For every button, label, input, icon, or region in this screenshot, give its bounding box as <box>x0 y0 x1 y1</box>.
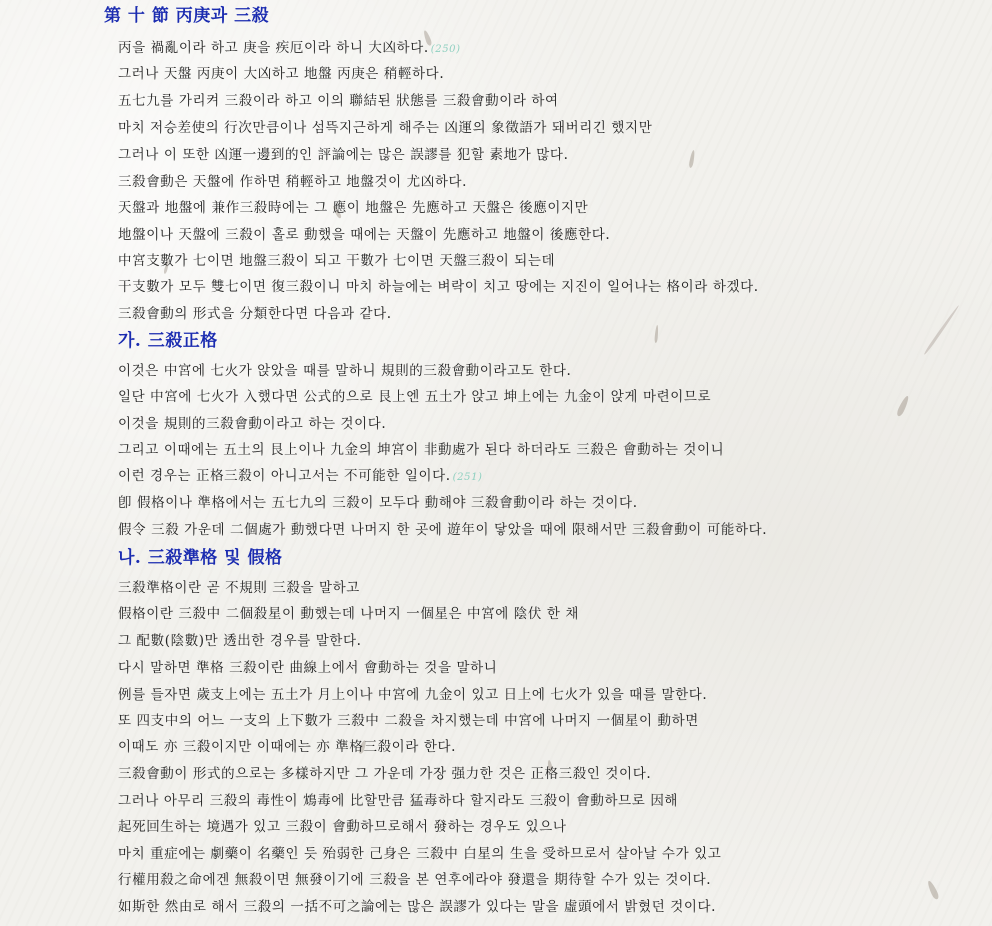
text-line: 天盤과 地盤에 兼作三殺時에는 그 應이 地盤은 先應하고 天盤은 後應이지만 <box>118 200 589 216</box>
text-line: 行權用殺之命에겐 無殺이면 無發이기에 三殺을 본 연후에라야 發還을 期待할 수가 있는 것이다. <box>118 872 712 888</box>
text-line: 三殺會動의 形式을 分類한다면 다음과 같다. <box>118 306 392 322</box>
text-line: 干支數가 모두 雙七이면 復三殺이니 마치 하늘에는 벼락이 치고 땅에는 지진이 일어나는 格이라 하겠다. <box>118 279 759 295</box>
section-heading-2: 가. 三殺正格 <box>118 331 218 351</box>
text-line: 假格이란 三殺中 二個殺星이 動했는데 나머지 一個星은 中宮에 陰伏 한 채 <box>118 606 580 622</box>
text-line: 假令 三殺 가운데 二個處가 動했다면 나머지 한 곳에 遊年이 닿았을 때에 限해서만 三殺會動이 可能하다. <box>118 522 768 538</box>
text-line: 丙을 禍亂이라 하고 庚을 疾厄이라 하니 大凶하다. (250) <box>118 40 461 56</box>
text-line: 起死回生하는 境遇가 있고 三殺이 會動하므로해서 發하는 경우도 있으나 <box>118 819 567 835</box>
text-line: 일단 中宮에 七火가 入했다면 公式的으로 艮上엔 五土가 앉고 坤上에는 九金이 앉게 마련이므로 <box>118 389 712 405</box>
text-line: 이때도 亦 三殺이지만 이때에는 亦 準格三殺이라 한다. <box>118 739 457 755</box>
text-line: 그러나 아무리 三殺의 毒性이 鴆毒에 比할만큼 猛毒하다 할지라도 三殺이 會動하므로 因해 <box>118 793 679 809</box>
text-line: 地盤이나 天盤에 三殺이 홀로 動했을 때에는 天盤이 先應하고 地盤이 後應한다. <box>118 227 611 243</box>
text-line: 卽 假格이나 準格에서는 五七九의 三殺이 모두다 動해야 三殺會動이라 하는 것이다. <box>118 495 638 511</box>
text-line: 그러나 天盤 丙庚이 大凶하고 地盤 丙庚은 稍輕하다. <box>118 66 445 82</box>
text-line: 마치 重症에는 劇藥이 名藥인 듯 殆弱한 己身은 三殺中 白星의 生을 受하므로서 살아날 수가 있고 <box>118 846 722 862</box>
text-line: 그 配數(陰數)만 透出한 경우를 말한다. <box>118 633 362 649</box>
text-line: 마치 저승差使의 行次만큼이나 섬뜩지근하게 해주는 凶運의 象徵語가 돼버리긴 했지만 <box>118 120 653 136</box>
text-line: 三殺會動이 形式的으로는 多樣하지만 그 가운데 가장 强力한 것은 正格三殺인 것이다. <box>118 766 652 782</box>
section-heading-1: 第 十 節 丙庚과 三殺 <box>104 6 270 26</box>
text-line: 三殺會動은 天盤에 作하면 稍輕하고 地盤것이 尤凶하다. <box>118 174 468 190</box>
text-line: 그리고 이때에는 五土의 艮上이나 九金의 坤宮이 非動處가 된다 하더라도 三殺은 會動하는 것이니 <box>118 442 725 458</box>
text-line: 다시 말하면 準格 三殺이란 曲線上에서 會動하는 것을 말하니 <box>118 660 498 676</box>
text-line: 이런 경우는 正格三殺이 아니고서는 不可能한 일이다. (251) <box>118 468 483 484</box>
footnote-ref: (250) <box>430 44 461 55</box>
text-line: 例를 들자면 歲支上에는 五土가 月上이나 中宮에 九金이 있고 日上에 七火가 있을 때를 말한다. <box>118 687 708 703</box>
text-line: 이것을 規則的三殺會動이라고 하는 것이다. <box>118 416 387 432</box>
footnote-ref: (251) <box>452 472 483 483</box>
text-line: 이것은 中宮에 七火가 앉았을 때를 말하니 規則的三殺會動이라고도 한다. <box>118 363 572 379</box>
text-line: 그러나 이 또한 凶運一邊到的인 評論에는 많은 誤謬를 犯할 素地가 많다. <box>118 147 569 163</box>
section-heading-3: 나. 三殺準格 및 假格 <box>118 548 283 568</box>
text-line: 五七九를 가리켜 三殺이라 하고 이의 聯結된 狀態를 三殺會動이라 하여 <box>118 93 559 109</box>
text-line: 如斯한 然由로 해서 三殺의 一括不可之論에는 많은 誤謬가 있다는 말을 虛頭에서 밝혔던 것이다. <box>118 899 717 915</box>
text-line: 三殺準格이란 곧 不規則 三殺을 말하고 <box>118 580 360 596</box>
text-line: 中宮支數가 七이면 地盤三殺이 되고 干數가 七이면 天盤三殺이 되는데 <box>118 253 556 269</box>
text-line: 또 四支中의 어느 一支의 上下數가 三殺中 二殺을 차지했는데 中宮에 나머지 一個星이 動하면 <box>118 713 699 729</box>
